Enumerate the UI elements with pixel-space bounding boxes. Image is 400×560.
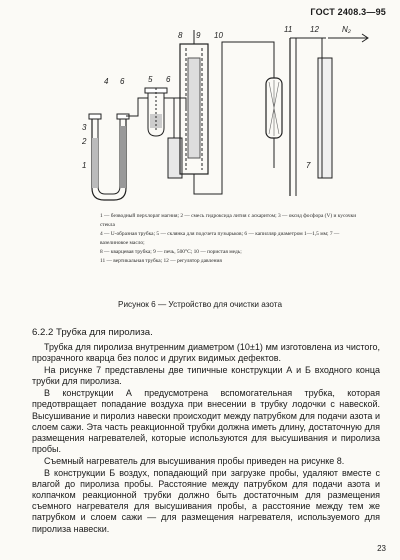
figure-caption: Рисунок 6 — Устройство для очистки азота [117, 300, 282, 309]
page-number: 23 [377, 544, 386, 553]
nitrogen-inlet-arrow [328, 34, 368, 42]
paragraph: На рисунке 7 представлены две типичные конструкции А и Б входного конца трубки для пиролиза. [32, 365, 380, 387]
furnace [180, 30, 222, 194]
label-5: 5 [148, 75, 153, 84]
u-tube [89, 114, 129, 200]
vertical-tube [290, 38, 332, 196]
nitrogen-label: N₂ [342, 25, 351, 34]
label-7: 7 [306, 161, 311, 170]
label-10: 10 [214, 31, 223, 40]
standard-code-header: ГОСТ 2408.3—95 [310, 7, 386, 17]
label-1: 1 [82, 161, 87, 170]
label-9: 9 [196, 31, 201, 40]
apparatus-drawing [78, 18, 374, 208]
body-text [32, 342, 380, 536]
capillary [164, 98, 182, 178]
label-6b: 6 [166, 75, 171, 84]
paragraph: В конструкции Б воздух, попадающий при загрузке пробы, удаляют вместе с влагой до пиролиза пробы. Расстояние между патрубком для подачи азота и колпачком реакционной трубки должно быть достаточным для размещения съемного нагревателя для высушивания пробы, а расстояние между тем же патрубком и слоем сажи — для размещения нагревателя, используемого для пиролиза навески. [32, 468, 380, 534]
section-title: 6.2.2 Трубка для пиролиза. [32, 327, 153, 338]
label-2: 2 [82, 137, 87, 146]
legend-line: 4 — U-образная трубка; 5 — склянка для подсчета пузырьков; 6 — капилляр диаметром 1—1,5 мм; 7 — вазелиновое масло; [100, 231, 340, 246]
label-4: 4 [104, 77, 109, 86]
legend-line: 1 — безводный перхлорат магния; 2 — смесь гидроксида лития с аскаритом; 3 — оксид фосфора (V) и кусочки стекла [100, 213, 357, 228]
bubble-counter [126, 88, 167, 136]
paragraph: Трубка для пиролиза внутренним диаметром (10±1) мм изготовлена из чистого, прозрачного кварца без полос и других видимых дефектов. [32, 342, 380, 364]
label-3: 3 [82, 123, 87, 132]
label-6a: 6 [120, 77, 125, 86]
paragraph: В конструкции А предусмотрена вспомогательная трубка, которая предотвращает попадание воздуха при внесении в трубку лодочки с навеской. Высушивание и пиролиз навески происходит между патрубком для подачи азота и слоем сажи. Эта часть реакционной трубки должна иметь длину, достаточную для размещения нагревателей, которые используются для высушивания и пиролиза пробы. [32, 388, 380, 454]
label-8: 8 [178, 31, 183, 40]
label-11: 11 [284, 25, 293, 34]
legend-line: 11 — вертикальная трубка; 12 — регулятор давления [100, 258, 222, 264]
paragraph: Съемный нагреватель для высушивания пробы приведен на рисунке 8. [44, 455, 345, 466]
nitrogen-purification-figure [78, 18, 374, 208]
legend-line: 8 — кварцевая трубка; 9 — печь, 500°С; 10 — пористая медь; [100, 249, 242, 255]
figure-legend [100, 212, 368, 266]
porous-copper-tube [266, 78, 282, 168]
label-12: 12 [310, 25, 319, 34]
